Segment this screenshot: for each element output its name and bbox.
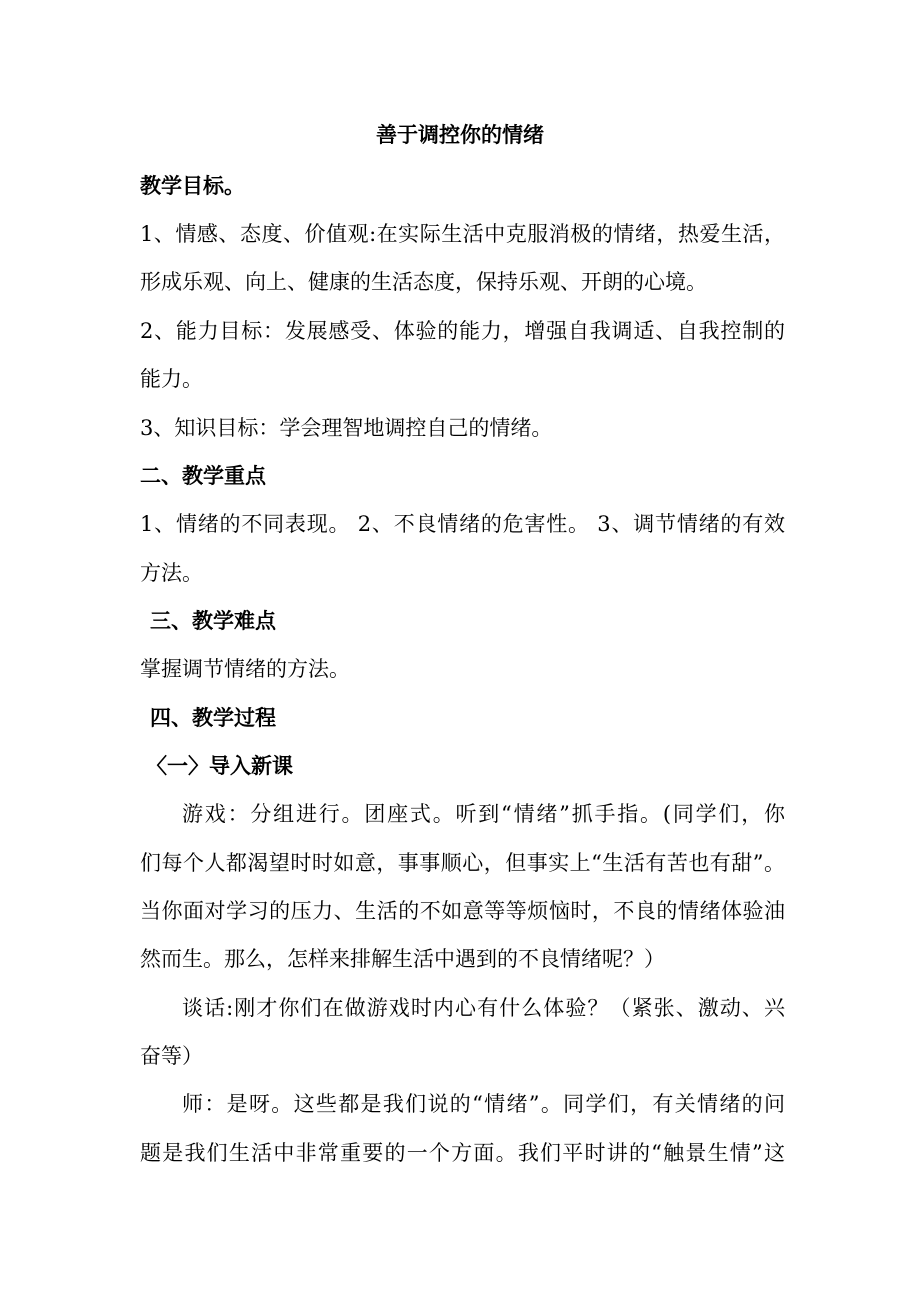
game-paragraph-line-4: 然而生。那么，怎样来排解生活中遇到的不良情绪呢？） (140, 947, 665, 971)
teacher-paragraph-line-2: 题是我们生活中非常重要的一个方面。我们平时讲的“触景生情”这 (140, 1141, 785, 1165)
objectives-heading: 教学目标。 (140, 173, 245, 198)
objective-item-3: 3、知识目标：学会理智地调控自己的情绪。 (140, 416, 553, 440)
game-paragraph-line-2: 们每个人都渴望时时如意，事事顺心，但事实上“生活有苦也有甜”。 (140, 851, 785, 875)
talk-paragraph-line-1: 谈话:刚才你们在做游戏时内心有什么体验？（紧张、激动、兴 (182, 996, 785, 1020)
difficulty-line-1: 掌握调节情绪的方法。 (140, 657, 350, 681)
objective-item-1-line-1: 1、情感、态度、价值观:在实际生活中克服消极的情绪，热爱生活， (140, 222, 785, 246)
game-paragraph-line-1: 游戏：分组进行。团座式。听到“情绪”抓手指。(同学们，你 (182, 802, 785, 826)
objective-item-2-line-1: 2、能力目标：发展感受、体验的能力，增强自我调适、自我控制的 (140, 319, 785, 343)
key-points-heading: 二、教学重点 (140, 463, 266, 488)
page-title: 善于调控你的情绪 (376, 122, 544, 147)
process-heading: 四、教学过程 (150, 705, 276, 730)
objective-item-1-line-2: 形成乐观、向上、健康的生活态度，保持乐观、开朗的心境。 (140, 270, 707, 294)
objective-item-2-line-2: 能力。 (140, 367, 203, 391)
game-paragraph-line-3: 当你面对学习的压力、生活的不如意等等烦恼时，不良的情绪体验油 (140, 899, 785, 923)
intro-subheading: 〈一〉导入新课 (146, 753, 293, 778)
talk-paragraph-line-2: 奋等） (140, 1044, 203, 1068)
difficulty-heading: 三、教学难点 (150, 608, 276, 633)
key-points-line-1: 1、情绪的不同表现。 2、不良情绪的危害性。 3、调节情绪的有效 (140, 512, 785, 536)
key-points-line-2: 方法。 (140, 561, 203, 585)
teacher-paragraph-line-1: 师：是呀。这些都是我们说的“情绪”。同学们，有关情绪的问 (182, 1092, 785, 1116)
